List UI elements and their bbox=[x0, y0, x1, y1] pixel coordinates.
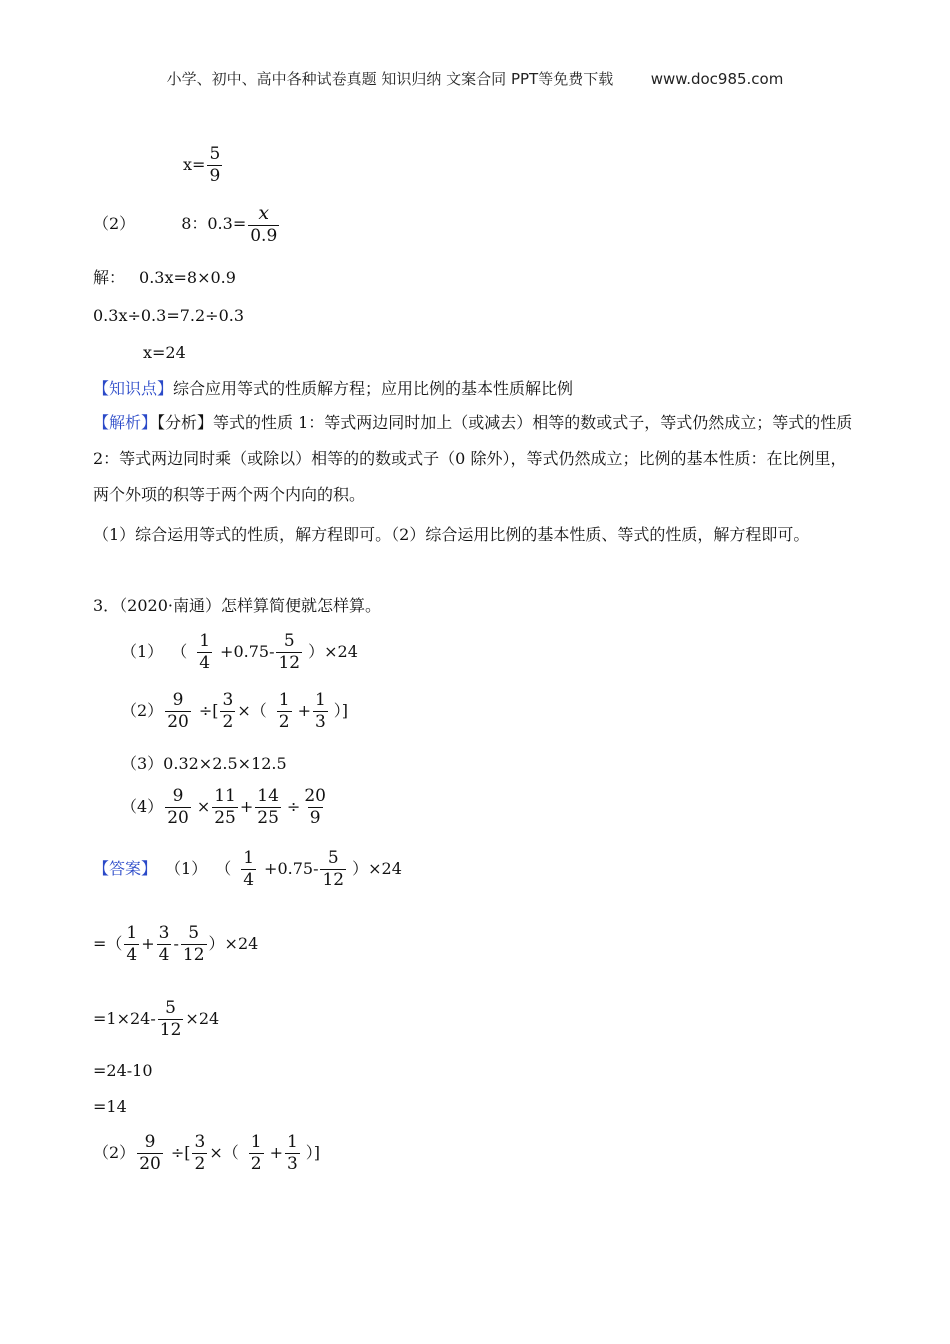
analysis-paragraph-2: （1）综合运用等式的性质，解方程即可。（2）综合运用比例的基本性质、等式的性质，解方程即可。 bbox=[93, 525, 810, 544]
page-header bbox=[0, 68, 950, 90]
solve-step-2: 0.3x÷0.3=7.2÷0.3 bbox=[93, 306, 245, 325]
question-3-2: （2） $\frac{9}{20}$ ÷[ $\frac{3}{2}$ ×（ $\frac{1}{2}$ + $\frac{1}{3}$ ）] bbox=[121, 690, 349, 732]
knowledge-point: 【知识点】综合应用等式的性质解方程；应用比例的基本性质解比例 bbox=[93, 379, 574, 398]
fraction: $\frac{x}{0.9}$ bbox=[250, 202, 278, 246]
answer-2-line: （2） $\frac{9}{20}$ ÷[ $\frac{3}{2}$ ×（ $\frac{1}{2}$ + $\frac{1}{3}$ ）] bbox=[93, 1132, 321, 1174]
question-3-3: （3）0.32×2.5×12.5 bbox=[121, 754, 287, 773]
fraction: $\frac{5}{9}$ bbox=[209, 144, 221, 186]
answer-step-2: =1×24- $\frac{5}{12}$ ×24 bbox=[93, 998, 220, 1040]
analysis-paragraph: 【解析】【分析】等式的性质 1：等式两边同时加上（或减去）相等的数或式子，等式仍然成立；等式的性质 2：等式两边同时乘（或除以）相等的的数或式子（0 除外），等式仍然成立；比例的基本性质：在比例里，两个外项的积等于两个两个内向的积。 bbox=[93, 413, 853, 504]
header-url: www.doc985.com bbox=[650, 70, 784, 88]
solve-step-1: 解： 0.3x=8×0.9 bbox=[93, 268, 236, 287]
question-3-title: 3．（2020·南通）怎样算简便就怎样算。 bbox=[93, 596, 381, 615]
solution-line-x: x= $\frac{5}{9}$ bbox=[183, 144, 221, 186]
header-text: 小学、初中、高中各种试卷真题 知识归纳 文案合同 PPT等免费下载 bbox=[166, 70, 614, 88]
answer-step-1: =（ $\frac{1}{4}$ + $\frac{3}{4}$ - $\frac{5}{12}$ ）×24 bbox=[93, 923, 259, 965]
answer-tag: 【答案】 bbox=[93, 859, 158, 878]
solve-step-3: x=24 bbox=[143, 343, 186, 362]
question-3-1: （1） （ $\frac{1}{4}$ +0.75- $\frac{5}{12}$ ）×24 bbox=[121, 631, 358, 673]
knowledge-tag: 【知识点】 bbox=[93, 379, 174, 398]
question-3-4: （4） $\frac{9}{20}$ × $\frac{11}{25}$ + $\frac{14}{25}$ ÷ $\frac{20}{9}$ bbox=[121, 786, 326, 828]
answer-step-4: =14 bbox=[93, 1097, 127, 1116]
analysis-tag: 【解析】 bbox=[93, 413, 158, 432]
problem-2-line: （2） 8：0.3= $\frac{x}{0.9}$ bbox=[93, 202, 278, 246]
answer-line: 【答案】 （1） （ $\frac{1}{4}$ +0.75- $\frac{5}{12}$ ）×24 bbox=[93, 848, 402, 890]
answer-step-3: =24-10 bbox=[93, 1061, 153, 1080]
